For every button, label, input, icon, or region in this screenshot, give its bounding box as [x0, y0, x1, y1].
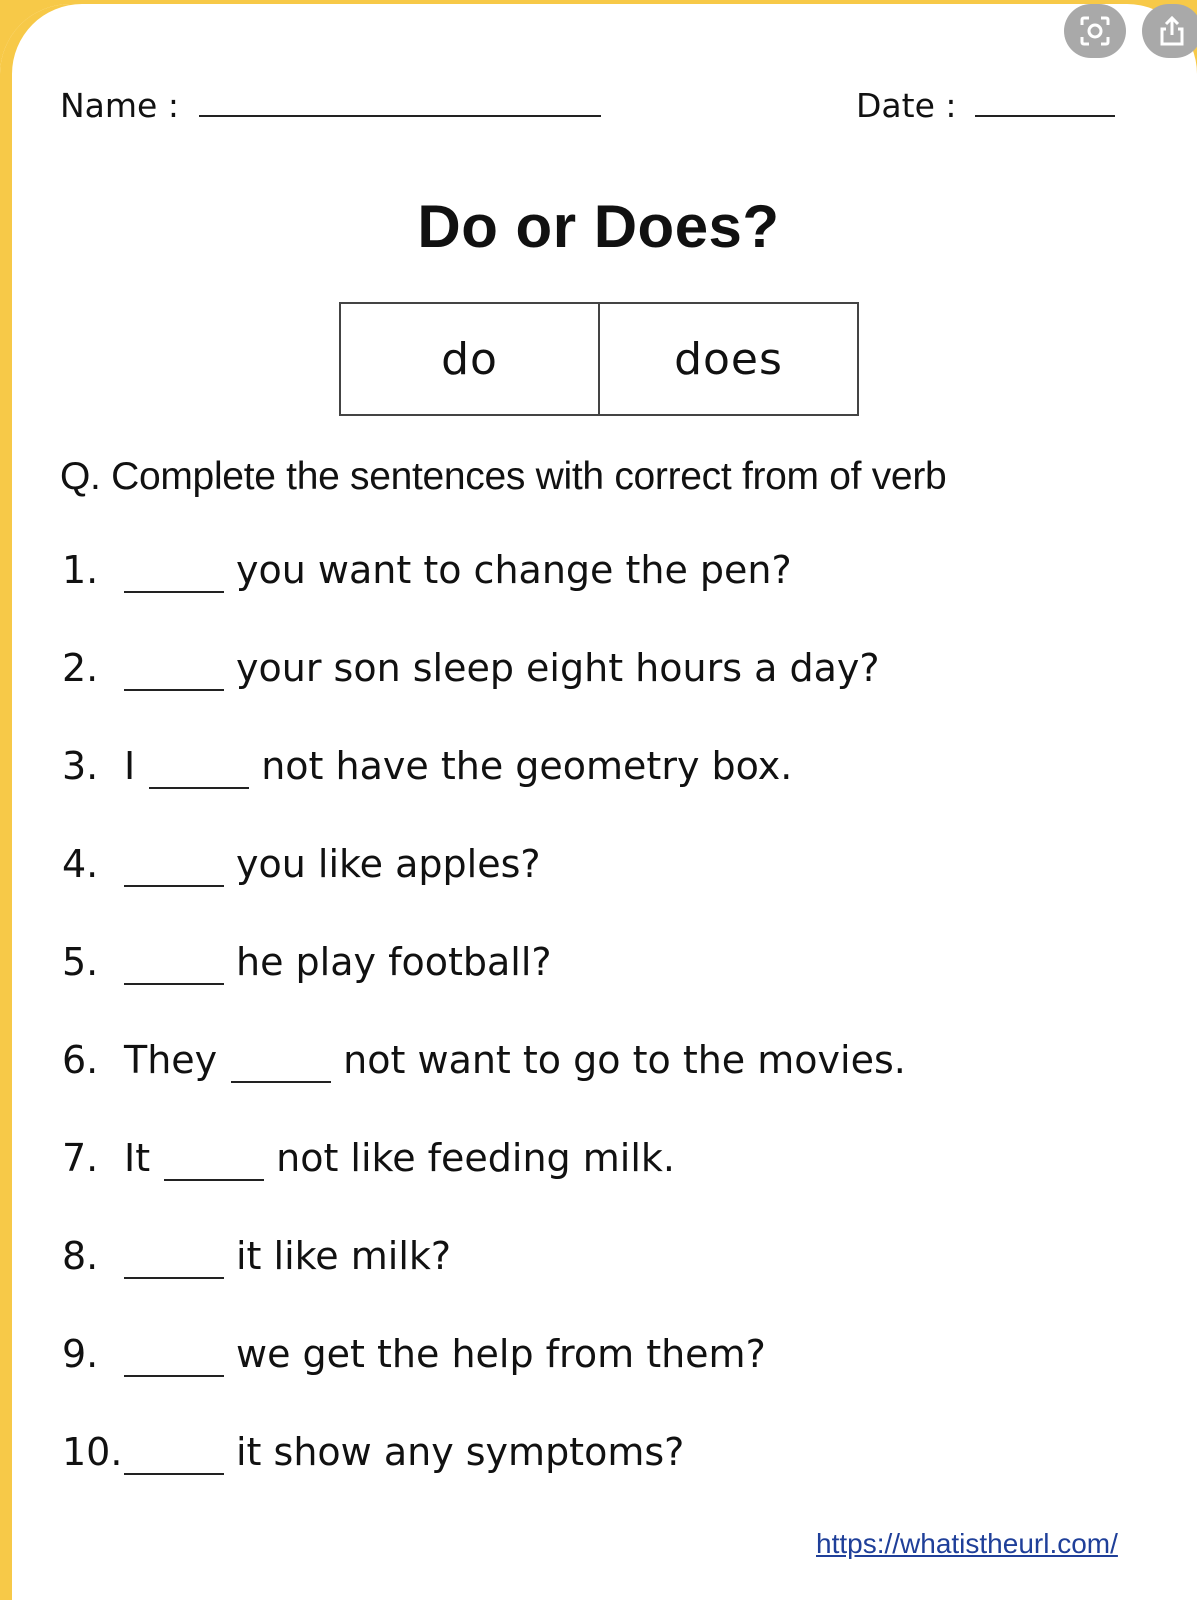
- share-button[interactable]: [1142, 4, 1197, 58]
- sentence-item: [62, 548, 792, 593]
- sentence-text: it like milk?: [236, 1234, 452, 1278]
- sentence-item: [62, 1038, 906, 1083]
- sentence-item: [62, 1234, 451, 1279]
- sentence-number: 8.: [62, 1234, 99, 1278]
- sentence-text: not like feeding milk.: [276, 1136, 675, 1180]
- sentence-number: 4.: [62, 842, 99, 886]
- sentence-subject: They: [124, 1038, 218, 1082]
- sentence-subject: I: [124, 744, 136, 788]
- sentence-text: we get the help from them?: [236, 1332, 766, 1376]
- sentence-item: [62, 1430, 684, 1475]
- answer-blank[interactable]: [124, 1374, 224, 1377]
- lens-icon: [1079, 15, 1111, 47]
- answer-blank[interactable]: [124, 884, 224, 887]
- sentence-item: [62, 646, 880, 691]
- answer-blank[interactable]: [124, 590, 224, 593]
- word-do: do: [441, 333, 498, 385]
- date-field: [856, 86, 1115, 125]
- lens-button[interactable]: [1064, 4, 1126, 58]
- sentence-text: not have the geometry box.: [261, 744, 793, 788]
- sentence-text: he play football?: [236, 940, 552, 984]
- answer-blank[interactable]: [124, 1276, 224, 1279]
- name-line: [199, 115, 601, 117]
- question-instruction: Q. Complete the sentences with correct from of verb: [60, 455, 947, 498]
- sentence-number: 3.: [62, 744, 99, 788]
- answer-blank[interactable]: [124, 688, 224, 691]
- answer-blank[interactable]: [124, 982, 224, 985]
- sentence-item: [62, 744, 792, 789]
- sentence-number: 7.: [62, 1136, 99, 1180]
- answer-blank[interactable]: [231, 1080, 331, 1083]
- date-label: Date :: [856, 86, 957, 125]
- sentence-text: you want to change the pen?: [236, 548, 792, 592]
- sentence-number: 1.: [62, 548, 99, 592]
- word-box: [339, 302, 859, 416]
- sentence-subject: It: [124, 1136, 151, 1180]
- sentence-text: not want to go to the movies.: [343, 1038, 906, 1082]
- date-line: [975, 115, 1115, 117]
- answer-blank[interactable]: [164, 1178, 264, 1181]
- name-label: Name :: [60, 86, 179, 125]
- sentence-number: 6.: [62, 1038, 99, 1082]
- sentence-text: you like apples?: [236, 842, 541, 886]
- sentence-item: [62, 940, 552, 985]
- sentence-text: it show any symptoms?: [236, 1430, 685, 1474]
- sentence-number: 5.: [62, 940, 99, 984]
- share-icon: [1159, 15, 1185, 47]
- word-does: does: [598, 304, 857, 414]
- sentence-item: [62, 1332, 766, 1377]
- sentence-item: [62, 1136, 675, 1181]
- sentence-number: 9.: [62, 1332, 99, 1376]
- source-link[interactable]: https://whatistheurl.com/: [816, 1528, 1118, 1559]
- sentence-number: 2.: [62, 646, 99, 690]
- name-field: [60, 86, 601, 125]
- sentence-text: your son sleep eight hours a day?: [236, 646, 880, 690]
- answer-blank[interactable]: [124, 1472, 224, 1475]
- sentence-number: 10.: [62, 1430, 123, 1474]
- answer-blank[interactable]: [149, 786, 249, 789]
- page-title: Do or Does?: [417, 193, 780, 260]
- sentence-item: [62, 842, 541, 887]
